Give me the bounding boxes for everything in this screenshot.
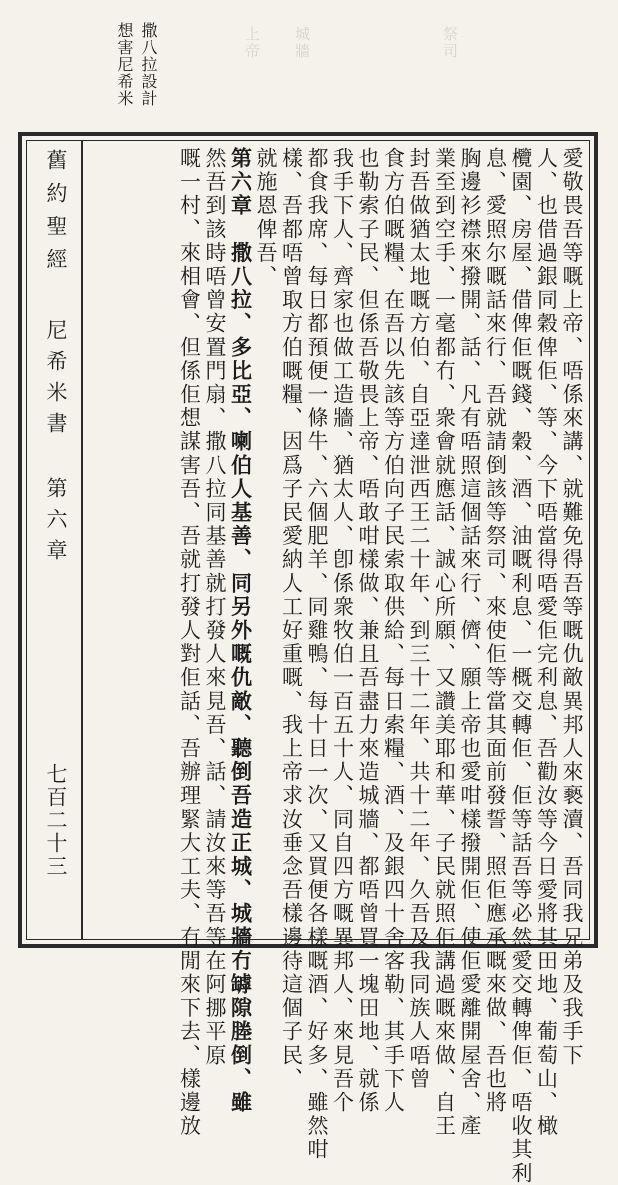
text-column: 食方伯嘅糧、在吾以先該等方伯向子民索取供給、每日索糧、酒、及銀四十舍客勒、其手下人 bbox=[381, 147, 406, 1115]
text-column: 人、也借過銀同穀俾佢、等、今下唔當得唔愛佢完利息、吾勸汝等今日愛將其田地、葡萄山、橄 bbox=[534, 147, 559, 1139]
text-column: 愛敬畏吾等嘅上帝、唔係來講、就難免得吾等嘅仇敵異邦人來褻瀆、吾同我兄弟及我手下 bbox=[560, 147, 584, 1068]
margin-note-line: 撒八拉設計 bbox=[139, 22, 158, 107]
page-inner-frame bbox=[26, 140, 590, 1185]
text-column: 就施恩俾吾、 bbox=[254, 147, 278, 289]
text-column: 胸邊衫襟來撥開、話、凡有唔照這個話來行、儕、願上帝也愛咁樣撥開佢、使佢愛離開屋舍、產 bbox=[458, 147, 482, 1139]
text-column: 業至到空手、一毫都冇、衆會就應話、誠心所願、又讚美耶和華、子民就照佢講過嘅來做、自王 bbox=[432, 147, 457, 1139]
text-column: 也勒索子民、但係吾敬畏上帝、唔敢咁樣做、兼且吾盡力來造城牆、都唔曾買一塊田地、就係 bbox=[356, 147, 380, 1115]
bleed-through-text: 城牆 bbox=[293, 26, 311, 60]
text-column: 我手下人、齊家也做工造牆、猶太人、卽係衆牧伯一百五十人、同自四方嘅異邦人、來見吾个 bbox=[330, 147, 355, 1115]
margin-note bbox=[114, 22, 158, 118]
text-column: 都食我席、每日都預便一條牛、六個肥羊、同雞鴨、每十日一次、又買便各樣嘅酒、好多、雖然咁 bbox=[305, 147, 329, 1162]
book-name: 尼希米書 bbox=[44, 319, 68, 443]
running-title: 舊約聖經 bbox=[44, 149, 68, 281]
page-frame bbox=[18, 132, 598, 1185]
text-body bbox=[87, 147, 584, 1185]
bleed-through-text: 祭司 bbox=[441, 26, 459, 60]
margin-note-line: 想害尼希米 bbox=[115, 22, 134, 107]
text-column: 然吾到該時唔曾安置門扇、撒八拉同基善就打發人來見吾、話、請汝來等吾等在阿挪平原 bbox=[203, 147, 227, 1068]
chapter-label: 第六章 bbox=[44, 477, 68, 570]
text-column: 封吾做猶太地嘅方伯、自亞達泄西王二十年、到三十二年、共十二年、久吾及我同族人唔曾 bbox=[407, 147, 431, 1091]
bleed-through-text: 上帝 bbox=[243, 26, 261, 60]
page-number: 七百二十三 bbox=[44, 763, 68, 878]
text-column: 樣、吾都唔曾取方伯嘅糧、因爲子民愛納人工好重嘅、我上帝求汝垂念吾樣邊待這個子民、 bbox=[279, 147, 304, 1091]
text-column: 嘅一村、來相會、但係佢想謀害吾、吾就打發人對佢話、吾辦理緊大工夫、冇閒來下去、樣邊放 bbox=[177, 147, 202, 1139]
text-column: 息、愛照尔嘅話來行、吾就請倒該等祭司、來使佢等當其面前發誓、照佢應承嘅來做、吾也將 bbox=[483, 147, 508, 1115]
chapter-start-column: 第六章 撒八拉、多比亞、喇伯人基善、同另外嘅仇敵、聽倒吾造正城、城牆冇罅隙塍倒、雖 bbox=[228, 147, 254, 1115]
running-header bbox=[27, 141, 83, 939]
text-column: 欖園、房屋、借俾佢嘅錢、穀、酒、油嘅利息、一概交轉佢、佢等話吾等必然愛交轉俾佢、唔收其利 bbox=[509, 147, 533, 1185]
